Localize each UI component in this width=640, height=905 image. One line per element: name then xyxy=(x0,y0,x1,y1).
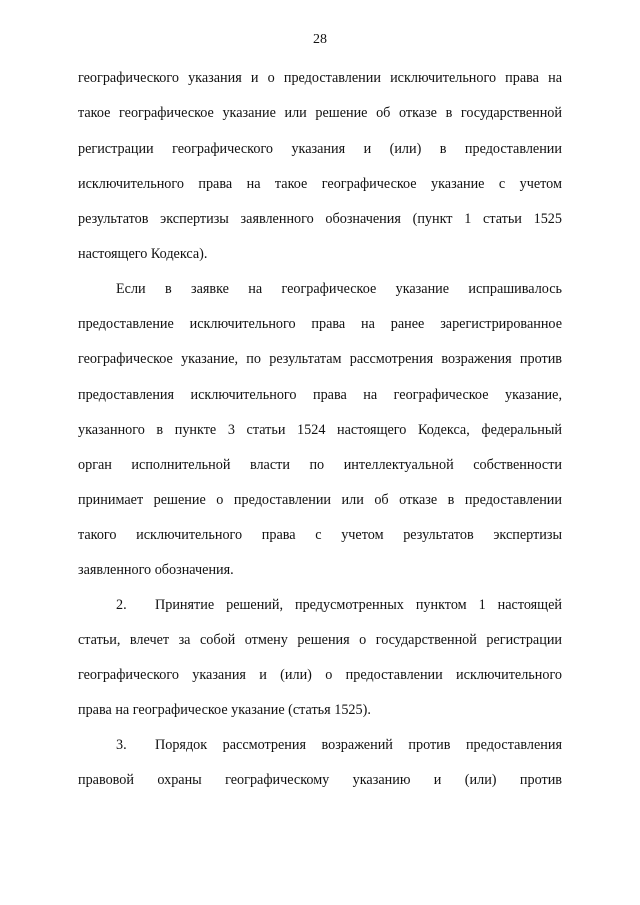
paragraph-2-line-4: предоставления исключительного права на географическое указание, xyxy=(78,387,562,403)
item-3-number: 3. xyxy=(116,737,127,753)
item-3-line-2: правовой охраны географическому указанию и (или) против xyxy=(78,772,562,788)
paragraph-2-line-3: географическое указание, по результатам рассмотрения возражения против xyxy=(78,351,562,367)
paragraph-1-line-2: такое географическое указание или решение об отказе в государственной xyxy=(78,105,562,121)
paragraph-2-line-2: предоставление исключительного права на ранее зарегистрированное xyxy=(78,316,562,332)
paragraph-2-line-1: Если в заявке на географическое указание испрашивалось xyxy=(116,281,562,297)
item-2-line-3: географического указания и (или) о предоставлении исключительного xyxy=(78,667,562,683)
paragraph-1-line-5: результатов экспертизы заявленного обозначения (пункт 1 статьи 1525 xyxy=(78,211,562,227)
item-2-line-4: права на географическое указание (статья 1525). xyxy=(78,702,371,718)
paragraph-1-line-4: исключительного права на такое географическое указание с учетом xyxy=(78,176,562,192)
paragraph-1-line-6: настоящего Кодекса). xyxy=(78,246,208,262)
paragraph-1-line-3: регистрации географического указания и (или) в предоставлении xyxy=(78,141,562,157)
paragraph-2-line-9: заявленного обозначения. xyxy=(78,562,234,578)
paragraph-2-line-6: орган исполнительной власти по интеллектуальной собственности xyxy=(78,457,562,473)
paragraph-2-line-5: указанного в пункте 3 статьи 1524 настоящего Кодекса, федеральный xyxy=(78,422,562,438)
paragraph-1-line-1: географического указания и о предоставлении исключительного права на xyxy=(78,70,562,86)
item-2-line-2: статьи, влечет за собой отмену решения о государственной регистрации xyxy=(78,632,562,648)
item-2-first-line-text: Принятие решений, предусмотренных пунктом 1 настоящей xyxy=(155,597,562,613)
paragraph-2-line-7: принимает решение о предоставлении или об отказе в предоставлении xyxy=(78,492,562,508)
item-2-number: 2. xyxy=(116,597,127,613)
page-number: 28 xyxy=(313,32,327,47)
paragraph-2-line-8: такого исключительного права с учетом результатов экспертизы xyxy=(78,527,562,543)
item-3-first-line-text: Порядок рассмотрения возражений против предоставления xyxy=(155,737,562,753)
